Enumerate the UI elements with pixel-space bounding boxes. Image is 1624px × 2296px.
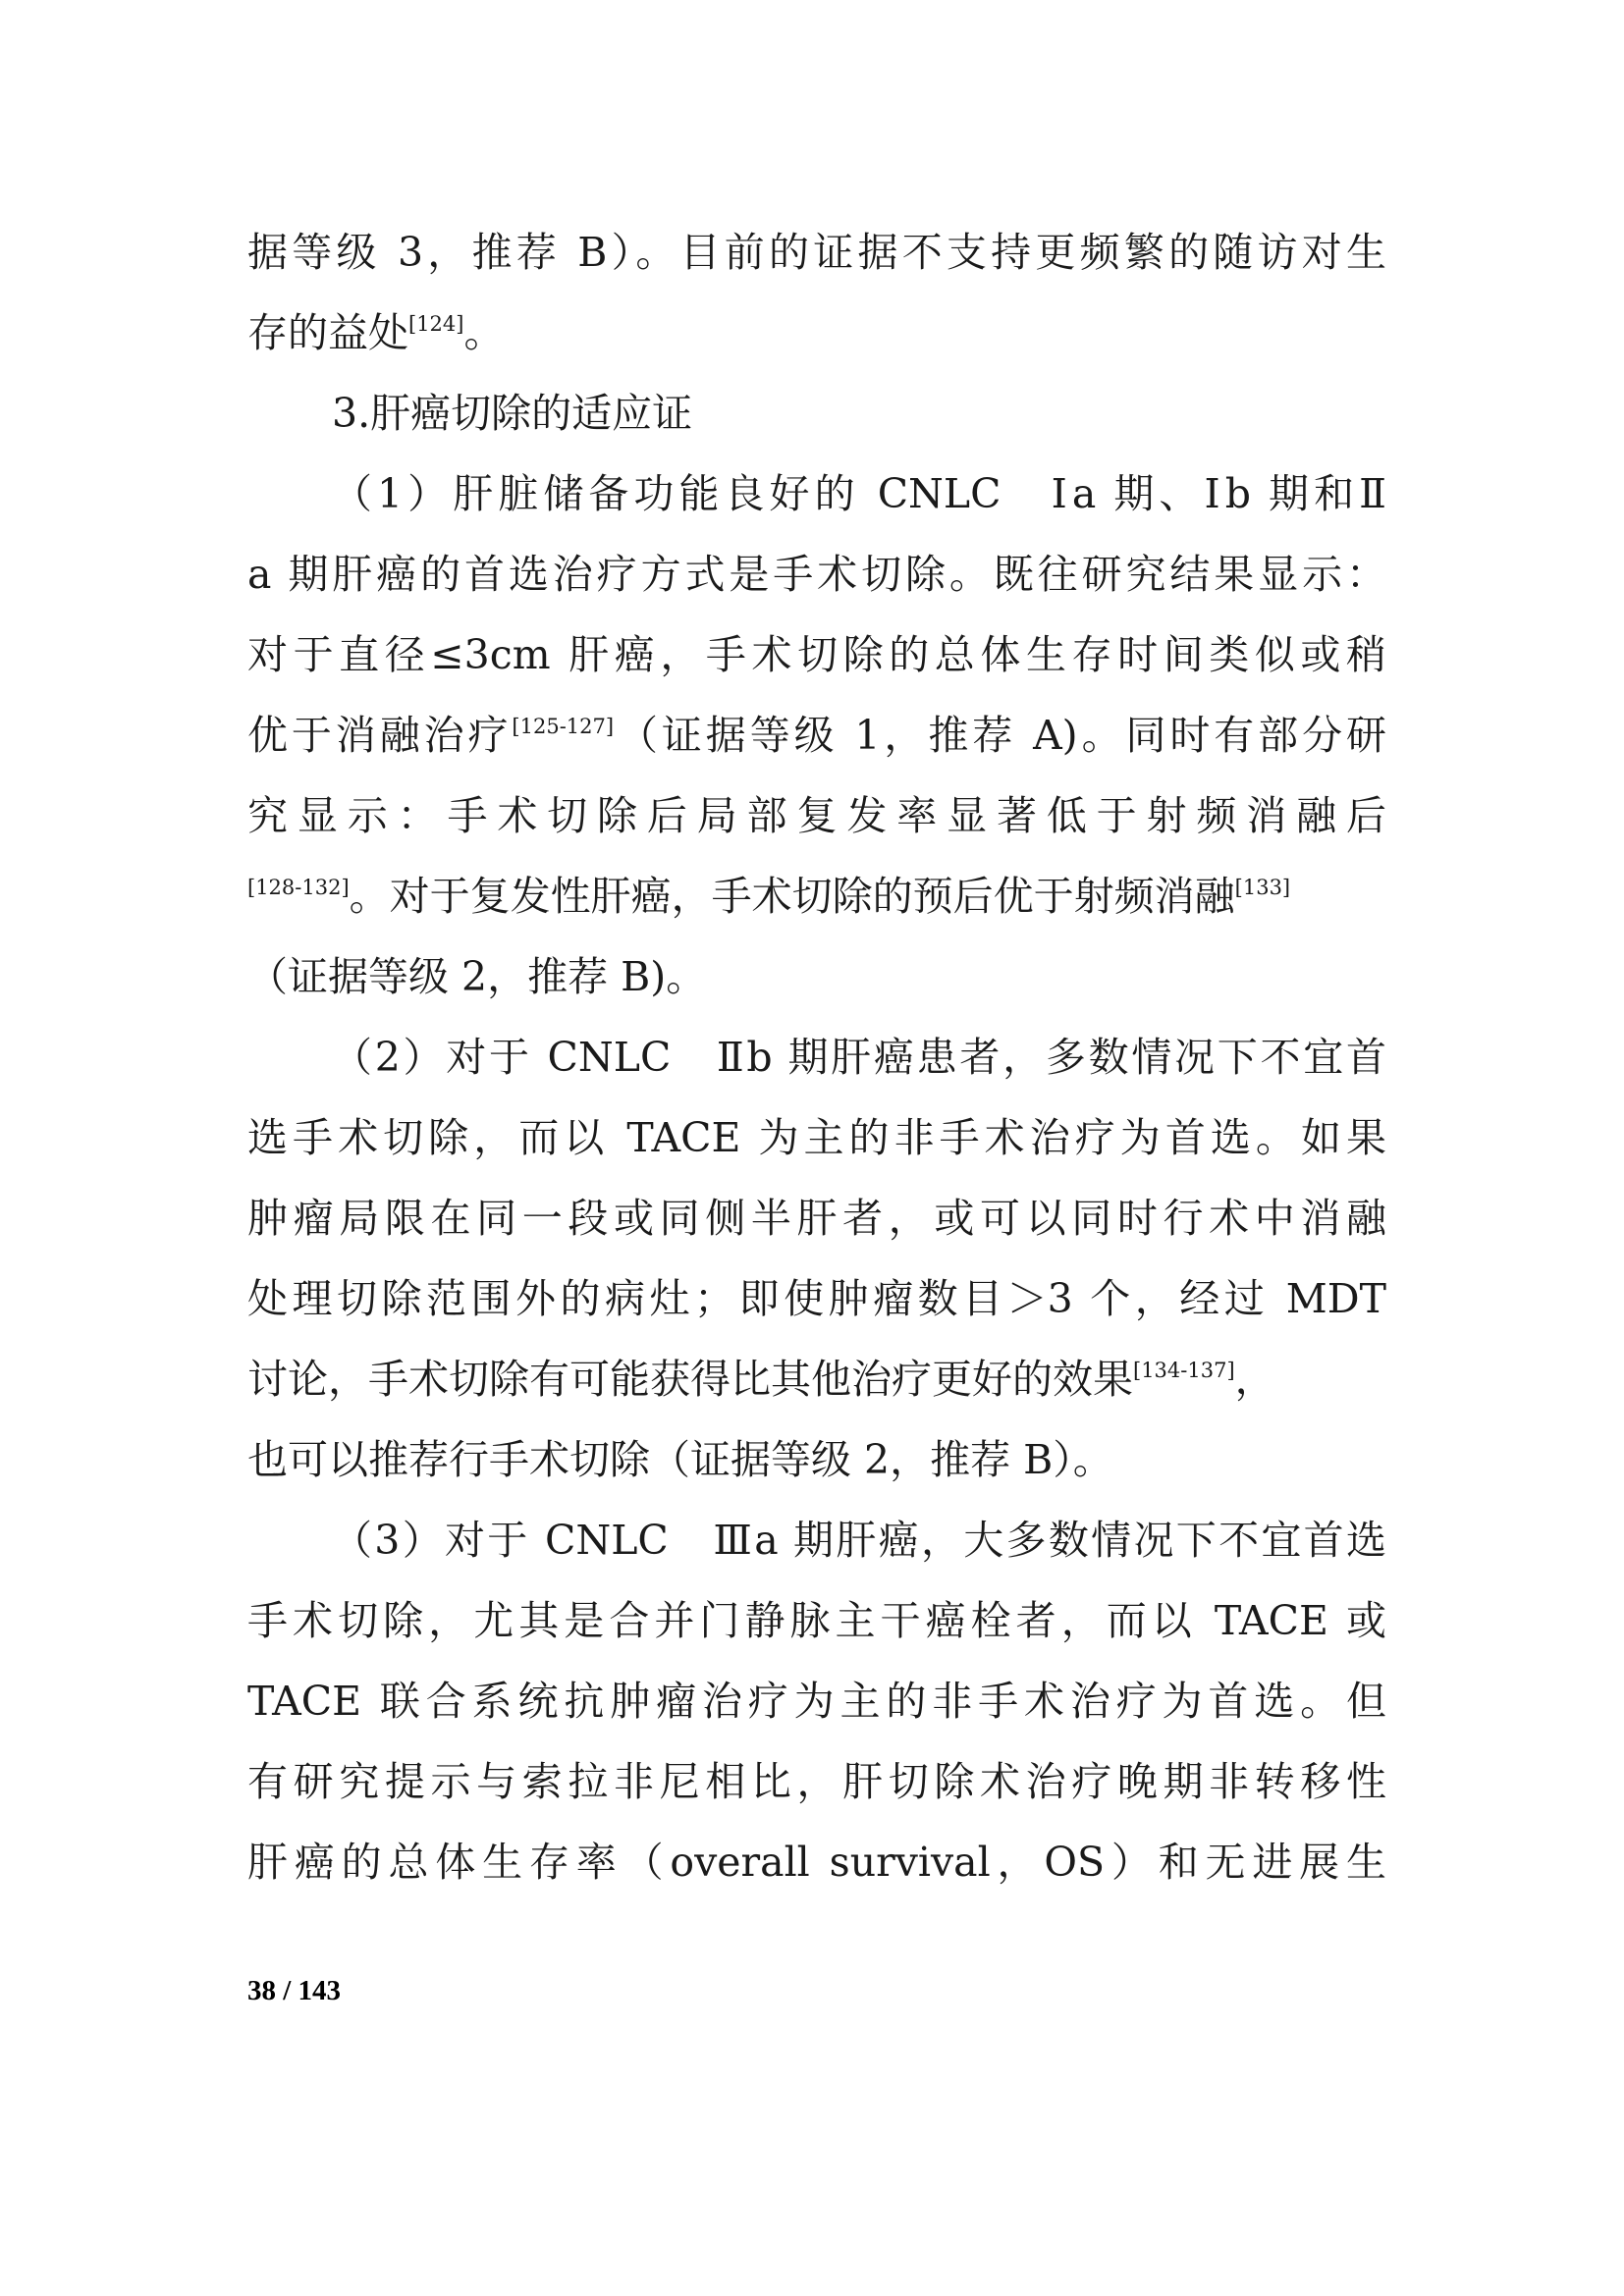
text-line: a 期肝癌的首选治疗方式是手术切除。既往研究结果显示： xyxy=(247,551,1386,598)
section-heading: 3.肝癌切除的适应证 xyxy=(332,390,693,437)
text-line: 肿瘤局限在同一段或同侧半肝者，或可以同时行术中消融 xyxy=(247,1195,1386,1242)
text-line: 有研究提示与索拉非尼相比，肝切除术治疗晚期非转移性 xyxy=(247,1758,1386,1805)
text-line: 讨论，手术切除有可能获得比其他治疗更好的效果[134-137]， xyxy=(247,1356,1275,1403)
document-body xyxy=(247,212,1386,1902)
citation: [128-132] xyxy=(247,876,350,899)
text-line: （3）对于 CNLC Ⅲa 期肝癌，大多数情况下不宜首选 xyxy=(332,1517,1386,1564)
text-line: 手术切除，尤其是合并门静脉主干癌栓者，而以 TACE 或 xyxy=(247,1597,1386,1644)
citation: [134-137] xyxy=(1133,1359,1235,1382)
text-line: [128-132]。对于复发性肝癌，手术切除的预后优于射频消融[133] xyxy=(247,873,1291,920)
text-line: 对于直径≤3cm 肝癌，手术切除的总体生存时间类似或稍 xyxy=(247,631,1386,678)
text-line: 也可以推荐行手术切除（证据等级 2，推荐 B）。 xyxy=(247,1436,1113,1483)
text-line: （1）肝脏储备功能良好的 CNLC Ⅰa 期、Ⅰb 期和Ⅱ xyxy=(332,470,1386,517)
text-line: 据等级 3，推荐 B）。目前的证据不支持更频繁的随访对生 xyxy=(247,229,1386,276)
text-line: TACE 联合系统抗肿瘤治疗为主的非手术治疗为首选。但 xyxy=(247,1678,1386,1725)
text-line: （2）对于 CNLC Ⅱb 期肝癌患者，多数情况下不宜首 xyxy=(332,1034,1386,1081)
citation: [124] xyxy=(408,312,464,336)
page-number: 38 / 143 xyxy=(247,1975,342,2006)
text-line: 存的益处[124]。 xyxy=(247,309,505,356)
citation: [133] xyxy=(1234,876,1291,899)
text-line: 究显示：手术切除后局部复发率显著低于射频消融后 xyxy=(247,792,1386,839)
text-line: （证据等级 2，推荐 B)。 xyxy=(247,953,707,1000)
text-line: 处理切除范围外的病灶；即使肿瘤数目＞3 个，经过 MDT xyxy=(247,1275,1386,1322)
citation: [125-127] xyxy=(512,715,615,738)
text-line: 优于消融治疗[125-127]（证据等级 1，推荐 A)。同时有部分研 xyxy=(247,712,1386,759)
text-line: 肝癌的总体生存率（overall survival，OS）和无进展生 xyxy=(247,1839,1386,1886)
text-line: 选手术切除，而以 TACE 为主的非手术治疗为首选。如果 xyxy=(247,1114,1386,1161)
